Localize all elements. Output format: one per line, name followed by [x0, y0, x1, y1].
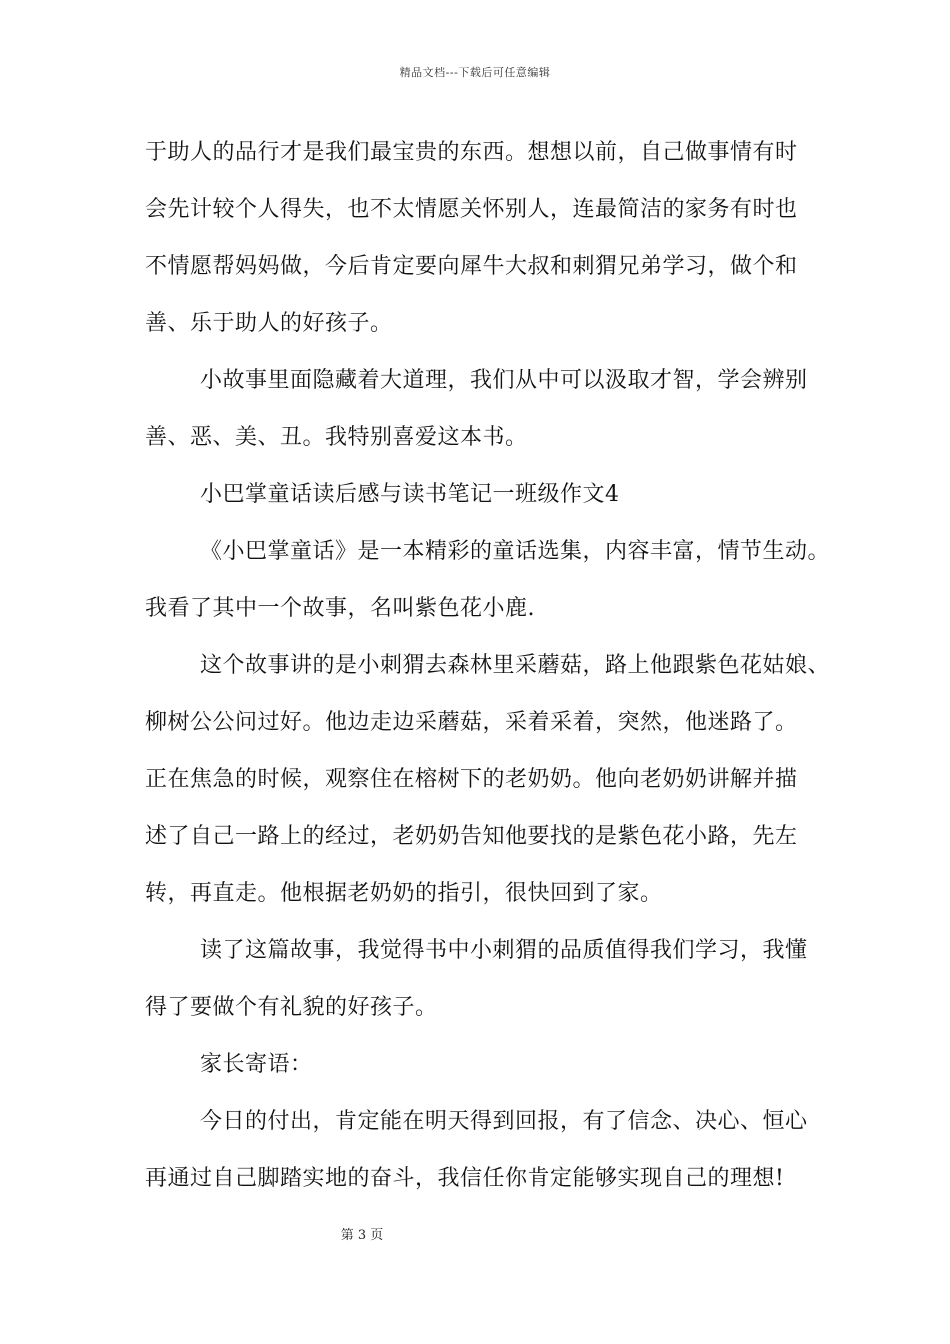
body-line: 会先计较个人得失，也不太情愿关怀别人，连最简洁的家务有时也	[145, 197, 798, 222]
body-line: 善、恶、美、丑。我特别喜爱这本书。	[145, 425, 528, 450]
body-line: 读了这篇故事，我觉得书中小刺猬的品质值得我们学习，我懂	[200, 938, 808, 963]
body-line: 正在焦急的时候，观察住在榕树下的老奶奶。他向老奶奶讲解并描	[145, 767, 798, 792]
body-line: 得了要做个有礼貌的好孩子。	[145, 995, 438, 1020]
body-line: 不情愿帮妈妈做，今后肯定要向犀牛大叔和刺猬兄弟学习，做个和	[145, 254, 798, 279]
body-line: 于助人的品行才是我们最宝贵的东西。想想以前，自己做事情有时	[145, 140, 798, 165]
body-line: 《小巴掌童话》是一本精彩的童话选集，内容丰富，情节生动。	[200, 539, 831, 564]
body-line: 家长寄语：	[200, 1052, 313, 1077]
body-line: 这个故事讲的是小刺猬去森林里采蘑菇，路上他跟紫色花姑娘、	[200, 653, 831, 678]
section-heading: 小巴掌童话读后感与读书笔记一班级作文4	[200, 482, 620, 507]
body-line: 小故事里面隐藏着大道理，我们从中可以汲取才智，学会辨别	[200, 368, 808, 393]
page-number: 第 3 页	[340, 1228, 384, 1243]
page-header: 精品文档---下载后可任意编辑	[399, 66, 551, 79]
body-line: 述了自己一路上的经过，老奶奶告知他要找的是紫色花小路，先左	[145, 824, 798, 849]
body-line: 今日的付出，肯定能在明天得到回报，有了信念、决心、恒心	[200, 1109, 808, 1134]
body-line: 转，再直走。他根据老奶奶的指引，很快回到了家。	[145, 881, 663, 906]
body-line: 善、乐于助人的好孩子。	[145, 311, 393, 336]
body-line: 再通过自己脚踏实地的奋斗，我信任你肯定能够实现自己的理想!	[145, 1166, 785, 1191]
body-line: 我看了其中一个故事，名叫紫色花小鹿.	[145, 596, 535, 621]
body-line: 柳树公公问过好。他边走边采蘑菇，采着采着，突然，他迷路了。	[145, 710, 798, 735]
